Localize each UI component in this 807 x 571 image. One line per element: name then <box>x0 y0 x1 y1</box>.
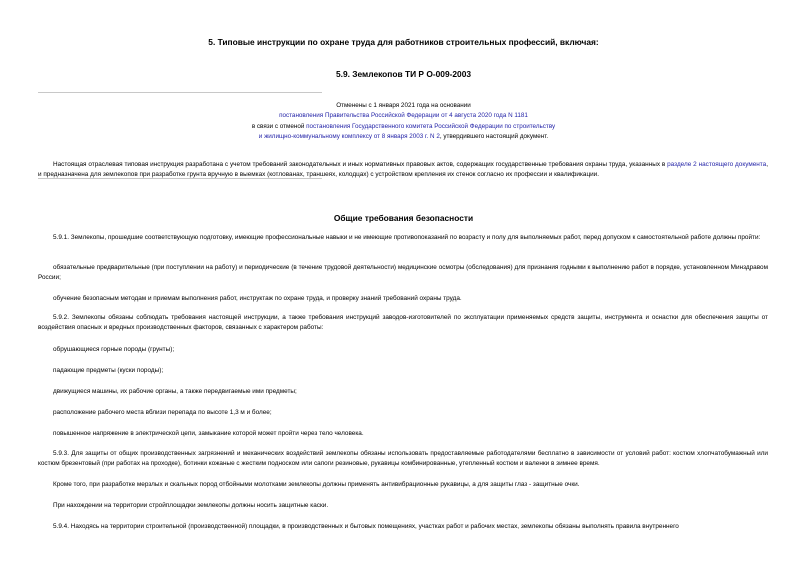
intro-paragraph <box>38 160 768 181</box>
paragraph-helmets: При нахождении на территории стройплощадки землекопы должны носить защитные каски. <box>53 502 329 509</box>
intro-text-post: , и предназначена для землекопов при разработке грунта вручную в выемках (котлованах, траншеях, колодцах) с устройством крепления их стенок согласно их профессии и квалификации. <box>38 161 768 179</box>
intro-link-section-2[interactable]: разделе 2 настоящего документа <box>667 161 767 168</box>
cancellation-notice <box>200 101 607 142</box>
intro-text-pre: Настоящая отраслевая типовая инструкция разработана с учетом требований законодательных и иных нормативных правовых актов, содержащих государственные требования охраны труда, указанных в <box>53 161 668 168</box>
divider-top <box>38 92 322 93</box>
notice-link-government-decree[interactable]: постановления Правительства Российской Федерации от 4 августа 2020 года N 1181 <box>279 112 528 120</box>
section-title: Общие требования безопасности <box>333 213 474 223</box>
paragraph-5-9-2: 5.9.2. Землекопы обязаны соблюдать требования настоящей инструкции, а также требования инструкций заводов-изготовителей по эксплуатации применяемых средств защиты, инструмента и оснастки для обеспечения защиты от воздействия опасных и вредных производственных факторов, связанных с характером работы: <box>38 314 768 332</box>
paragraph-5-9-1: 5.9.1. Землекопы, прошедшие соответствующую подготовку, имеющие профессиональные навыки и не имеющие противопоказаний по возрасту и полу для выполняемых работ, перед допуском к самостоятельной работе должны пройти: <box>53 234 761 241</box>
document-subheading: 5.9. Землекопов ТИ Р О-009-2003 <box>335 69 472 79</box>
paragraph-5-9-4: 5.9.4. Находясь на территории строительной (производственной) площадки, в производственных и бытовых помещениях, участках работ и рабочих местах, землекопы обязаны выполнять правила внутреннего <box>53 523 679 530</box>
notice-line-4-suffix: , утвердившего настоящий документ. <box>439 132 549 140</box>
paragraph-anti-vibration: Кроме того, при разработке мерзлых и скальных пород отбойными молотками землекопы должны применять антивибрационные рукавицы, а для защиты глаз - защитные очки. <box>53 481 580 488</box>
notice-line-3-prefix: в связи с отменой <box>251 122 307 130</box>
notice-link-gosstroy-decree-cont[interactable]: и жилищно-коммунальному комплексу от 8 января 2003 г. N 2 <box>258 132 440 140</box>
list-item-hazard: повышенное напряжение в электрической цепи, замыкание которой может пройти через тело человека. <box>53 430 364 437</box>
list-item-hazard: падающие предметы (куски породы); <box>53 367 164 374</box>
list-item-hazard: обрушающиеся горные породы (грунты); <box>53 346 175 353</box>
list-item-hazard: расположение рабочего места вблизи перепада по высоте 1,3 м и более; <box>53 409 272 416</box>
list-item-hazard: движущиеся машины, их рабочие органы, а также передвигаемые ими предметы; <box>53 388 297 395</box>
notice-link-gosstroy-decree[interactable]: постановления Государственного комитета Российской Федерации по строительству <box>306 122 556 130</box>
document-heading: 5. Типовые инструкции по охране труда для работников строительных профессий, включая: <box>208 37 599 47</box>
paragraph-medical-exams: обязательные предварительные (при поступлении на работу) и периодические (в течение трудовой деятельности) медицинские осмотры (обследования) для признания годными к выполнению работ в порядке, установленном Минздравом России; <box>38 264 768 282</box>
paragraph-training: обучение безопасным методам и приемам выполнения работ, инструктаж по охране труда, и проверку знаний требований охраны труда. <box>53 295 462 302</box>
notice-line-1: Отменены с 1 января 2021 года на основании <box>336 102 471 109</box>
paragraph-5-9-3: 5.9.3. Для защиты от общих производственных загрязнений и механических воздействий землекопы обязаны использовать предоставляемые работодателями бесплатно в зависимости от условий работ: костюм хлопчатобумажный или костюм брезентовый (при работах на проходке), ботинки кожаные с жестким подноском или сапоги резиновые, рукавицы комбинированные, утепленный костюм и валенки в зимнее время. <box>38 450 768 468</box>
